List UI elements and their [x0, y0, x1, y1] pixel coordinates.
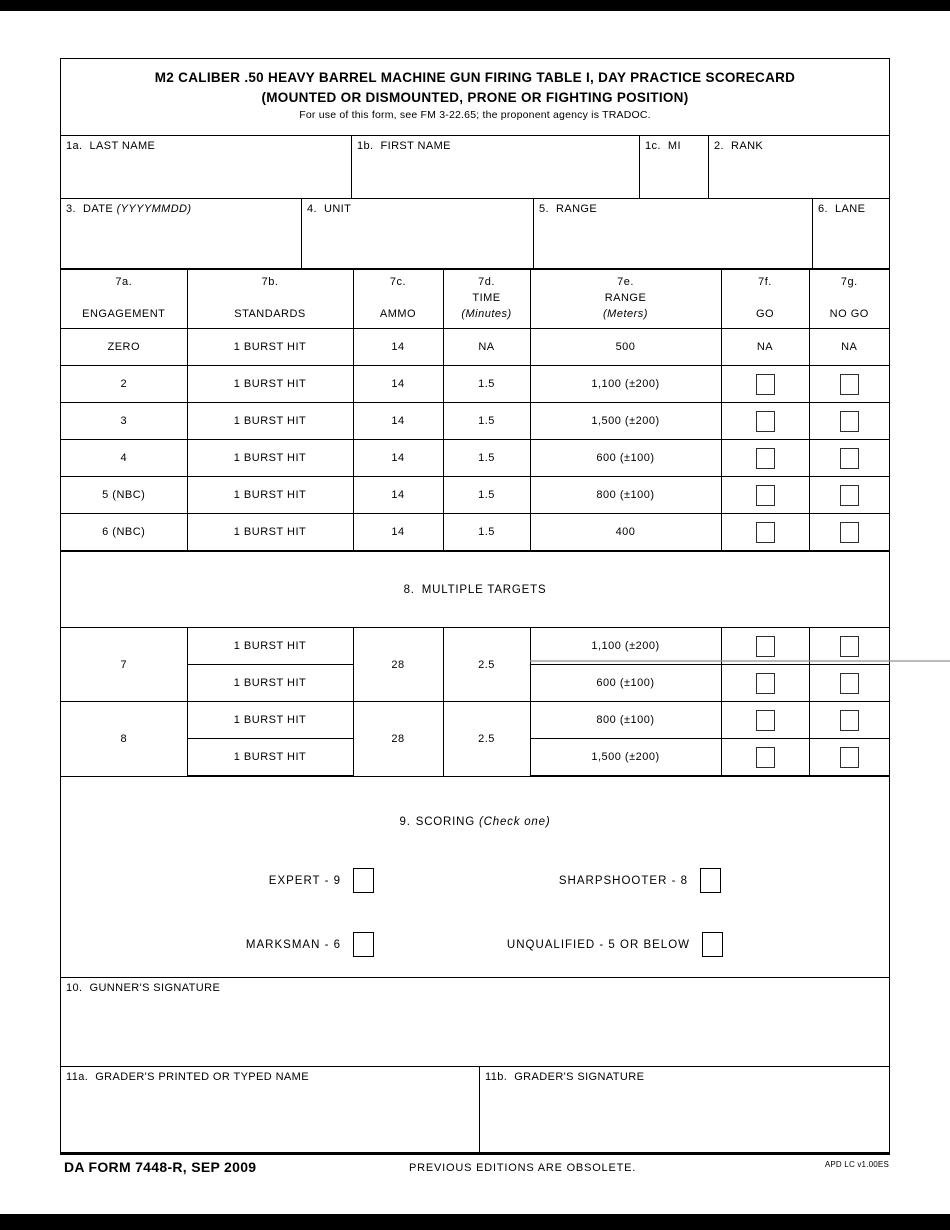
- sharpshooter-label: SHARPSHOOTER - 8: [558, 874, 688, 887]
- time-cell: 1.5: [443, 366, 530, 403]
- grader-row: [61, 1066, 889, 1152]
- col-header-ammo: 7c. AMMO: [353, 269, 443, 329]
- nogo-checkbox-engagement-3[interactable]: [840, 411, 859, 432]
- da-form-7448r: [60, 58, 890, 1155]
- engagement-cell: 8: [61, 702, 187, 777]
- nogo-cell: [809, 514, 889, 552]
- middle-initial-field[interactable]: [639, 136, 708, 198]
- form-id: DA FORM 7448-R, SEP 2009: [64, 1159, 257, 1175]
- range-cell: 1,100 (±200): [530, 628, 721, 665]
- col-header-standards: 7b. STANDARDS: [187, 269, 353, 329]
- engagement-row-zero: [61, 329, 889, 366]
- go-cell: [721, 514, 809, 552]
- sharpshooter-checkbox[interactable]: [700, 868, 721, 893]
- form-footer: [60, 1158, 890, 1182]
- col-header-go: 7f. GO: [721, 269, 809, 329]
- range-cell: 600 (±100): [530, 440, 721, 477]
- unqualified-label: UNQUALIFIED - 5 OR BELOW: [506, 938, 690, 951]
- nogo-checkbox-engagement-5[interactable]: [840, 485, 859, 506]
- ammo-cell: 28: [353, 628, 443, 702]
- marksman-checkbox[interactable]: [353, 932, 374, 957]
- ammo-cell: 14: [353, 514, 443, 552]
- rank-number: 2.: [714, 140, 724, 152]
- engagement-cell: 2: [61, 366, 187, 403]
- range-label: RANGE: [555, 203, 598, 215]
- scoring-note: (Check one): [479, 816, 551, 828]
- engagement-cell: 3: [61, 403, 187, 440]
- middle-initial-number: 1c.: [645, 140, 661, 152]
- unit-number: 4.: [307, 203, 317, 215]
- multiple-targets-label: MULTIPLE TARGETS: [421, 583, 547, 596]
- engagement-row-2: [61, 366, 889, 403]
- range-cell: 1,500 (±200): [530, 403, 721, 440]
- first-name-number: 1b.: [357, 140, 374, 152]
- form-title-line2: (MOUNTED OR DISMOUNTED, PRONE OR FIGHTING POSITION): [261, 89, 689, 105]
- engagement-cell: ZERO: [61, 329, 187, 366]
- engagement-row-7a: [61, 628, 889, 665]
- obsolete-notice: PREVIOUS EDITIONS ARE OBSOLETE.: [409, 1162, 637, 1174]
- scoring-heading: [61, 816, 889, 828]
- date-field[interactable]: [61, 199, 301, 268]
- form-header: [61, 59, 889, 135]
- nogo-cell: [809, 628, 889, 665]
- nogo-checkbox-engagement-8a[interactable]: [840, 710, 859, 731]
- ammo-cell: 14: [353, 366, 443, 403]
- scoring-option-marksman: [246, 932, 374, 957]
- engagement-row-8a: [61, 702, 889, 739]
- nogo-checkbox-engagement-6[interactable]: [840, 522, 859, 543]
- middle-initial-label: MI: [667, 140, 681, 152]
- col-header-nogo: 7g. NO GO: [809, 269, 889, 329]
- range-cell: 500: [530, 329, 721, 366]
- time-cell: NA: [443, 329, 530, 366]
- gunner-signature-label: GUNNER'S SIGNATURE: [89, 982, 221, 994]
- engagement-row-3: [61, 403, 889, 440]
- range-field[interactable]: [533, 199, 812, 268]
- time-cell: 2.5: [443, 628, 530, 702]
- nogo-cell: [809, 702, 889, 739]
- engagement-row-4: [61, 440, 889, 477]
- scoring-number: 9.: [399, 816, 411, 828]
- last-name-field[interactable]: [61, 136, 351, 198]
- engagement-table: [61, 268, 889, 777]
- grader-signature-number: 11b.: [485, 1071, 508, 1083]
- ammo-cell: 14: [353, 403, 443, 440]
- col-header-time: 7d. TIME (Minutes): [443, 269, 530, 329]
- standards-cell: 1 BURST HIT: [187, 403, 353, 440]
- gunner-signature-number: 10.: [66, 982, 83, 994]
- go-cell: NA: [721, 329, 809, 366]
- ammo-cell: 14: [353, 329, 443, 366]
- standards-cell: 1 BURST HIT: [187, 665, 353, 702]
- scan-artifact-line: [530, 660, 950, 662]
- name-row: [61, 135, 889, 198]
- scoring-option-expert: [269, 868, 374, 893]
- unit-label: UNIT: [323, 203, 352, 215]
- first-name-label: FIRST NAME: [380, 140, 451, 152]
- go-checkbox-engagement-7a[interactable]: [756, 636, 775, 657]
- expert-label: EXPERT - 9: [268, 874, 341, 887]
- col-header-engagement: 7a. ENGAGEMENT: [61, 269, 187, 329]
- range-number: 5.: [539, 203, 549, 215]
- scan-border-top: [0, 0, 950, 11]
- time-cell: 1.5: [443, 403, 530, 440]
- date-number: 3.: [66, 203, 76, 215]
- ammo-cell: 14: [353, 440, 443, 477]
- engagement-table-header: [61, 269, 889, 329]
- go-cell: [721, 477, 809, 514]
- multiple-targets-band: [61, 551, 889, 628]
- range-cell: 800 (±100): [530, 477, 721, 514]
- engagement-row-6-nbc: [61, 514, 889, 552]
- go-checkbox-engagement-7b[interactable]: [756, 673, 775, 694]
- grader-name-label: GRADER'S PRINTED OR TYPED NAME: [95, 1071, 309, 1083]
- scoring-option-unqualified: [507, 932, 723, 957]
- nogo-cell: NA: [809, 329, 889, 366]
- range-cell: 600 (±100): [530, 665, 721, 702]
- nogo-checkbox-engagement-7b[interactable]: [840, 673, 859, 694]
- go-checkbox-engagement-8b[interactable]: [756, 747, 775, 768]
- unqualified-checkbox[interactable]: [702, 932, 723, 957]
- go-cell: [721, 403, 809, 440]
- time-cell: 1.5: [443, 477, 530, 514]
- nogo-cell: [809, 477, 889, 514]
- time-cell: 2.5: [443, 702, 530, 777]
- grader-signature-field[interactable]: [479, 1067, 889, 1152]
- go-checkbox-engagement-5[interactable]: [756, 485, 775, 506]
- go-checkbox-engagement-3[interactable]: [756, 411, 775, 432]
- standards-cell: 1 BURST HIT: [187, 628, 353, 665]
- go-cell: [721, 628, 809, 665]
- lane-number: 6.: [818, 203, 828, 215]
- nogo-checkbox-engagement-4[interactable]: [840, 448, 859, 469]
- scoring-label: SCORING: [415, 816, 476, 828]
- standards-cell: 1 BURST HIT: [187, 702, 353, 739]
- engagement-cell: 5 (NBC): [61, 477, 187, 514]
- go-cell: [721, 366, 809, 403]
- time-cell: 1.5: [443, 440, 530, 477]
- range-cell: 400: [530, 514, 721, 552]
- standards-cell: 1 BURST HIT: [187, 366, 353, 403]
- standards-cell: 1 BURST HIT: [187, 329, 353, 366]
- standards-cell: 1 BURST HIT: [187, 477, 353, 514]
- grader-signature-label: GRADER'S SIGNATURE: [514, 1071, 645, 1083]
- go-cell: [721, 739, 809, 777]
- date-label: DATE: [82, 203, 114, 215]
- standards-cell: 1 BURST HIT: [187, 514, 353, 552]
- scan-border-bottom: [0, 1214, 950, 1230]
- nogo-cell: [809, 366, 889, 403]
- engagement-row-5-nbc: [61, 477, 889, 514]
- go-checkbox-engagement-6[interactable]: [756, 522, 775, 543]
- lane-label: LANE: [834, 203, 866, 215]
- grader-name-number: 11a.: [66, 1071, 89, 1083]
- standards-cell: 1 BURST HIT: [187, 440, 353, 477]
- nogo-cell: [809, 739, 889, 777]
- go-cell: [721, 440, 809, 477]
- go-checkbox-engagement-2[interactable]: [756, 374, 775, 395]
- nogo-checkbox-engagement-2[interactable]: [840, 374, 859, 395]
- grader-name-field[interactable]: [61, 1067, 479, 1152]
- nogo-checkbox-engagement-7a[interactable]: [840, 636, 859, 657]
- engagement-cell: 7: [61, 628, 187, 702]
- time-cell: 1.5: [443, 514, 530, 552]
- last-name-number: 1a.: [66, 140, 83, 152]
- form-title-line1: M2 CALIBER .50 HEAVY BARREL MACHINE GUN FIRING TABLE I, DAY PRACTICE SCORECARD: [154, 70, 796, 85]
- engagement-cell: 4: [61, 440, 187, 477]
- lane-field[interactable]: [812, 199, 889, 268]
- rank-field[interactable]: [708, 136, 889, 198]
- go-checkbox-engagement-4[interactable]: [756, 448, 775, 469]
- nogo-checkbox-engagement-8b[interactable]: [840, 747, 859, 768]
- engagement-cell: 6 (NBC): [61, 514, 187, 552]
- expert-checkbox[interactable]: [353, 868, 374, 893]
- ammo-cell: 14: [353, 477, 443, 514]
- multiple-targets-number: 8.: [403, 583, 415, 596]
- apd-version: APD LC v1.00ES: [824, 1160, 889, 1169]
- go-cell: [721, 702, 809, 739]
- ammo-cell: 28: [353, 702, 443, 777]
- date-unit-row: [61, 198, 889, 268]
- nogo-cell: [809, 403, 889, 440]
- go-cell: [721, 665, 809, 702]
- date-format-hint: (YYYYMMDD): [116, 203, 192, 215]
- go-checkbox-engagement-8a[interactable]: [756, 710, 775, 731]
- scoring-section: [61, 777, 889, 977]
- standards-cell: 1 BURST HIT: [187, 739, 353, 777]
- unit-field[interactable]: [301, 199, 533, 268]
- form-title-note: For use of this form, see FM 3-22.65; the proponent agency is TRADOC.: [299, 109, 651, 122]
- gunner-signature-field[interactable]: [61, 977, 889, 1066]
- col-header-range: 7e. RANGE (Meters): [530, 269, 721, 329]
- marksman-label: MARKSMAN - 6: [245, 938, 341, 951]
- scoring-option-sharpshooter: [559, 868, 721, 893]
- range-cell: 800 (±100): [530, 702, 721, 739]
- rank-label: RANK: [730, 140, 764, 152]
- nogo-cell: [809, 665, 889, 702]
- range-cell: 1,100 (±200): [530, 366, 721, 403]
- nogo-cell: [809, 440, 889, 477]
- range-cell: 1,500 (±200): [530, 739, 721, 777]
- last-name-label: LAST NAME: [89, 140, 156, 152]
- first-name-field[interactable]: [351, 136, 639, 198]
